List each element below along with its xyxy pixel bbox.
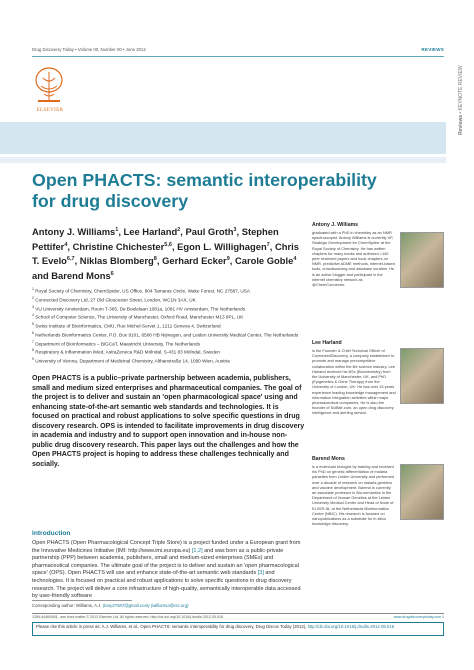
author-name: Stephen Pettifer	[32, 226, 279, 252]
page-top-margin	[0, 0, 474, 47]
author-name: Lee Harland	[123, 226, 178, 238]
bio-text: graduated with a PhD in chemistry as an NMR spectroscopist. Antony Williams is currently VP, Strategic Development for ChemSpider at the Royal Society of Chemistry. He has written chapters for many books and authored >140 peer reviewed papers and book chapters on NMR, predictive ADME methods, internet-based tools, crowdsourcing and database curation. He is an active blogger and participant in the internet chemistry network as @ChemConnector.	[312, 230, 395, 288]
affiliation: $^6$ Netherlands Bioinformatics Center, P.O. Box 9101, 6500 HB Nijmegen, and Leiden University Medical Center, The Netherlands	[32, 330, 299, 338]
author-name: Chris T. Evelo	[32, 240, 299, 267]
author-name: Antony J. Williams	[32, 226, 116, 238]
journal-website[interactable]: www.drugdiscoverytoday.com 1	[393, 615, 444, 619]
elsevier-wordmark: ELSEVIER	[36, 108, 64, 113]
section-heading: Introduction	[32, 530, 71, 537]
bio-text: is the Founder & Chief Technical Officer of ConnectedDiscovery, a company established to promote and manage precompetitive collaboration within the life science industry. Lee Harland received his BSc (Biochemistry) from the University of Manchester, UK, and PhD (Epigenetics & Gene Therapy) from the University of London, UK. He has over 15 years experience leading knowledge management and information integration activities within major pharmaceutical companies. He is also the founder of SciBite.com, an open drug discovery intelligence and alerting service.	[312, 348, 396, 416]
author-affiliation-mark: 2	[177, 227, 181, 233]
author-name: Paul Groth	[185, 226, 234, 238]
author-name: Egon L. Willighagen	[177, 240, 267, 252]
footer-rule	[32, 613, 444, 614]
footnote-rule	[32, 600, 132, 601]
author-name: Christine Chichester	[72, 240, 165, 252]
side-section-label: Reviews • KEYNOTE REVIEW	[458, 65, 464, 135]
affiliation-list	[32, 286, 306, 365]
affiliation: $^8$ Respiratory & Inflammation iMed, AstraZeneca R&D Mölndal, S-431 83 Mölndal, Sweden	[32, 348, 220, 355]
title-line: Open PHACTS: semantic interoperability	[32, 170, 377, 190]
bio-name: Barend Mons	[312, 456, 345, 462]
affiliation: $^5$ Swiss Institute of Bioinformatics, CMU, Rue Michel-Servet 1, 1211 Geneva 4, Switzerland	[32, 322, 221, 329]
author-affiliation-mark: 4	[64, 241, 68, 248]
author-affiliation-mark: 6	[110, 270, 114, 277]
author-affiliation-mark: 3	[233, 227, 237, 233]
author-affiliation-mark: 9	[226, 256, 230, 263]
band-stripe	[0, 157, 446, 163]
affiliation: $^3$ VU University Amsterdam, Room T-365, De Boelelaan 1081a, 1081 HV Amsterdam, The Netherlands	[32, 304, 246, 312]
citation-link[interactable]: [3]	[257, 570, 264, 577]
author-name: Gerhard Ecker	[162, 255, 227, 267]
title-band	[0, 122, 446, 154]
citation-box: Please cite this article in press as: A.J. Williams, et al., Open PHACTS: semantic interoperability for drug discovery, Drug Discov Today (2012), http://dx.doi.org/10.1016/j.drudis.2012.05.016	[32, 622, 444, 636]
corresponding-author: Corresponding author: Williams, A.J. (tony27587@gmail.com) (williamsa@rsc.org)	[32, 603, 189, 608]
author-photo	[400, 232, 444, 288]
header-rule	[32, 56, 444, 57]
author-affiliation-mark: 4	[293, 256, 297, 263]
elsevier-tree-logo	[32, 64, 66, 108]
section-label: REVIEWS	[421, 47, 444, 52]
author-name: Niklas Blomberg	[79, 255, 154, 267]
author-name: Carole Goble	[234, 255, 294, 267]
author-photo	[400, 348, 444, 404]
article-title	[32, 170, 432, 211]
author-affiliation-mark: 7	[266, 241, 270, 248]
author-affiliation-mark: 6,7	[66, 256, 75, 263]
affiliation: $^4$ School of Computer Science, The University of Manchester, Oxford Road, Manchester M13 9PL, UK	[32, 313, 244, 320]
doi-link[interactable]: http://dx.doi.org/10.1016/j.drudis.2012.05.016	[307, 624, 395, 629]
affiliation: $^7$ Department of Bioinformatics – BiGCaT, Maastricht University, The Netherlands	[32, 339, 200, 347]
bio-text: is a molecular biologist by training and received his PhD on genetic differentiation of malaria parasites from Leiden University and performed over a decade of research on malaria genetics and vaccine development. Barend is currently an associate professor in Bio-semantics in the Department of Human Genetics at the Leiden University Medical Center and Head of Node of ELIXIR-NL at the Netherlands Bioinformatics Centre (NBIC). His research is focused on nanopublications as a substrate for in silico knowledge discovery.	[312, 464, 394, 527]
author-affiliation-mark: 5,6	[164, 241, 172, 248]
author-name: Barend Mons	[51, 269, 111, 281]
abstract: Open PHACTS is a public–private partnership between academia, publishers, small and medium sized enterprises and pharmaceutical companies. The goal of the project is to deliver and sustain an 'open pharmacological space' using and enhancing state-of-the-art semantic web standards and technologies. It is focused on practical and robust applications to solve specific questions in drug discovery research. OPS is intended to facilitate improvements in drug discovery in academia and industry and to support open innovation and in-house non-public drug discovery research. This paper lays out the challenges and how the Open PHACTS project is hoping to address these challenges technically and socially.	[32, 375, 305, 468]
bio-name: Lee Harland	[312, 340, 342, 346]
author-affiliation-mark: 1	[115, 227, 119, 233]
affiliation: $^2$ Connected Discovery Ltd, 27 Old Gloucester Street, London, WC1N 3AX, UK	[32, 295, 196, 303]
page-footer	[32, 615, 444, 619]
journal-info: Drug Discovery Today • Volume 00, Number 00 • June 2012	[32, 47, 146, 52]
affiliation: $^9$ University of Vienna, Department of Medicinal Chemistry, Althanstraße 14, 1090 Wien, Austria	[32, 357, 230, 364]
copyright-line: 1359-6446/06/$ - see front matter © 2012 Elsevier Ltd. All rights reserved. http://dx.doi.org/10.1016/j.drudis.2012.05.016	[32, 615, 223, 619]
bio-name: Antony J. Williams	[312, 222, 359, 228]
title-line: for drug discovery	[32, 190, 189, 211]
intro-paragraph: Open PHACTS (Open Pharmacological Concept Triple Store) is a project funded under a European grant from the Innovative Medicines Initiative (IMI: http://www.imi.europa.eu) [1,2] and was born as a public-private partnership (PPP) between academia, publishers, small and medium-sized enterprises (SMEs) and pharmaceutical companies. The ultimate goal of the project is to deliver and sustain an 'open pharmacological space' (OPS). Open PHACTS will use and enhance state-of-the-art semantic web standards [3] and technologies. It is focused on practical and robust applications to solve specific questions in drug discovery research. The project will deliver a core infrastructure of high-quality, semantically interoperable data accessed by user-friendly software	[32, 540, 301, 600]
author-email[interactable]: (tony27587@gmail.com) (williamsa@rsc.org)	[102, 603, 189, 608]
author-list: Antony J. Williams$^1$, Lee Harland$^2$, Paul Groth$^3$, Stephen Pettifer$^4$, Christine Chichester$^{5,6}$, Egon L. Willighagen$^7$, Chris T. Evelo$^{6,7}$, Niklas Blomberg$^8$, Gerhard Ecker$^9$, Carole Goble$^4$ and Barend Mons$^6$	[32, 226, 299, 281]
affiliation: $^1$ Royal Society of Chemistry, ChemSpider, US Office, 904 Tamaras Circle, Wake Forest, NC 27587, USA	[32, 287, 251, 294]
citation-link[interactable]: [1,2]	[191, 547, 203, 554]
author-affiliation-mark: 8	[153, 256, 157, 263]
author-photo	[400, 464, 444, 520]
